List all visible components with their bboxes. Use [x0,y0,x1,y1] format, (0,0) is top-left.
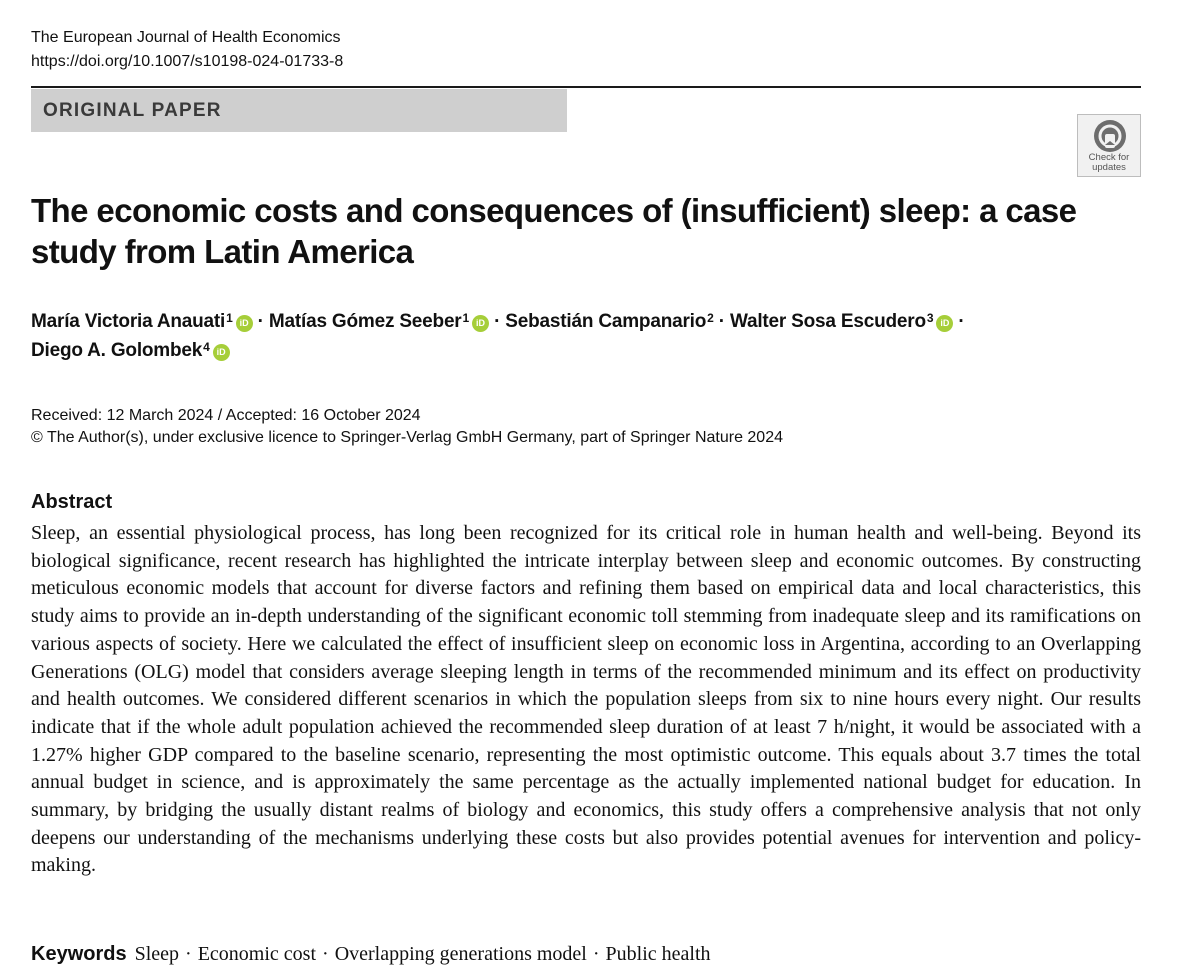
orcid-icon[interactable]: iD [472,315,489,332]
author-separator: · [713,311,730,332]
check-for-updates-label: Check for updates [1088,152,1130,173]
keyword: Public health [605,943,711,965]
author-affiliation: 1 [226,311,233,325]
author-separator: · [953,311,965,332]
orcid-icon[interactable]: iD [213,344,230,361]
author-affiliation: 2 [707,311,714,325]
author-name: Diego A. Golombek [31,340,203,361]
author [31,311,253,332]
abstract-heading: Abstract [31,491,113,513]
paper-type-banner [31,89,567,132]
keywords-line [31,940,711,968]
author-separator: · [252,311,269,332]
journal-header [31,26,343,74]
keyword-separator: · [185,943,192,965]
author-affiliation: 1 [462,311,469,325]
publication-info [31,405,783,449]
header-rule [31,86,1141,88]
keyword: Economic cost [197,943,317,965]
author-separator: · [489,311,506,332]
author-affiliation: 3 [926,311,934,325]
author [31,340,230,361]
journal-name: The European Journal of Health Economics [31,29,341,46]
doi-link[interactable]: https://doi.org/10.1007/s10198-024-01733-8 [31,53,344,70]
author [269,311,489,332]
keyword: Sleep [134,943,180,965]
author-name: María Victoria Anauati [31,311,226,332]
keyword-separator: · [322,943,329,965]
author [505,311,713,332]
orcid-icon[interactable]: iD [236,315,253,332]
paper-title: The economic costs and consequences of (insufficient) sleep: a case study from Latin America [31,192,1077,270]
author-affiliation: 4 [203,340,210,354]
keywords-list [135,943,711,965]
keyword-separator: · [592,943,600,965]
abstract-text: Sleep, an essential physiological process, has long been recognized for its critical role in human health and well-being. Beyond its biological significance, recent research has highlighted the intricate interplay between sleep and economic outcomes. By constructing meticulous economic models that account for diverse factors and refining them based on empirical data and local characteristics, this study aims to provide an in-depth understanding of the significant economic toll stemming from inadequate sleep and its ramifications on various aspects of society. Here we calculated the effect of insufficient sleep on economic loss in Argentina, according to an Overlapping Generations (OLG) model that considers average sleeping length in terms of the recommended minimum and its effect on productivity and health outcomes. We considered different scenarios in which the population sleeps from six to nine hours every night. Our results indicate that if the whole adult population achieved the recommended sleep duration of at least 7 h/night, it would be associated with a 1.27% higher GDP compared to the baseline scenario, representing the most optimistic outcome. This equals about 3.7 times the total annual budget in science, and is approximately the same percentage as the actually implemented national budget for education. In summary, by bridging the usually distant realms of biology and economics, this study offers a comprehensive analysis that not only deepens our understanding of the mechanisms underlying these costs but also provides potential avenues for intervention and policy-making. [31,522,1141,877]
author-name: Walter Sosa Escudero [729,311,926,332]
author-name: Sebastián Campanario [505,311,707,332]
paper-type-label: ORIGINAL PAPER [43,100,222,121]
author [730,311,953,332]
orcid-icon[interactable]: iD [936,315,953,332]
check-for-updates-button[interactable] [1077,114,1141,177]
author-name: Matías Gómez Seeber [268,311,462,332]
author-list [31,307,1141,365]
copyright-notice: © The Author(s), under exclusive licence to Springer-Verlag GmbH Germany, part of Springer Nature 2024 [31,429,783,446]
check-for-updates-icon [1093,119,1127,153]
keywords-label: Keywords [31,943,127,965]
received-accepted-dates: Received: 12 March 2024 / Accepted: 16 October 2024 [31,407,421,424]
keyword: Overlapping generations model [334,943,587,965]
